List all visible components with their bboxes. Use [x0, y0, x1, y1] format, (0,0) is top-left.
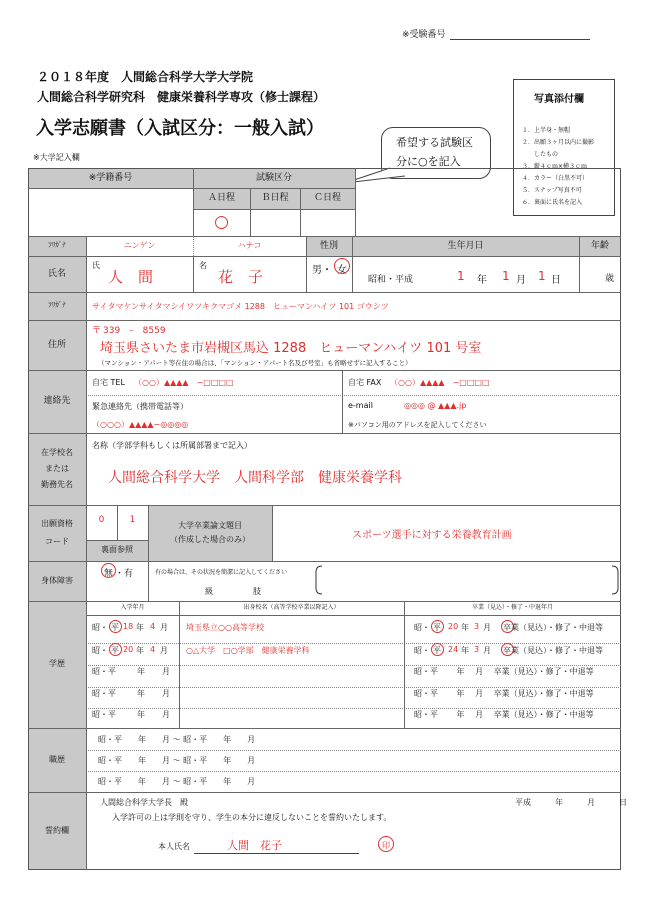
title-line-1: ２０１８年度 人間総合科学大学大学院 — [37, 70, 254, 84]
birth-year[interactable]: 1 — [457, 269, 465, 283]
photo-title: 写真添付欄 — [534, 94, 584, 105]
education-col-grad: 卒業（見込）・修了・中退年月 — [471, 604, 553, 612]
birth-day[interactable]: 1 — [538, 269, 546, 283]
education-col-entry: 入学年月 — [120, 604, 145, 612]
edu-entry-era[interactable]: 昭・平 — [92, 689, 116, 698]
emergency-value[interactable]: （○○○）▲▲▲▲−◎◎◎◎ — [92, 420, 189, 429]
email-label: e-mail — [348, 401, 373, 410]
edu-grad-status[interactable]: 卒 — [503, 646, 511, 655]
edu-grad-text[interactable]: 昭・平 年 月 卒業（見込）・修了・中退等 — [414, 689, 594, 698]
edu-entry-month-unit: 月 — [160, 623, 168, 632]
thesis-title[interactable]: スポーツ選手に対する栄養教育計画 — [352, 530, 512, 541]
schedule-b-label: Ｂ日程 — [261, 193, 289, 204]
last-name-value[interactable]: 人 間 — [108, 268, 154, 286]
first-name-value[interactable]: 花 子 — [218, 268, 264, 286]
disability-yes-option[interactable]: ・有 — [115, 569, 134, 579]
school-label-2: または — [45, 464, 69, 473]
callout-line-2: 分に○を記入 — [396, 155, 461, 168]
edu-entry-era[interactable]: 昭・ — [92, 623, 108, 632]
contact-label: 連絡先 — [43, 396, 71, 407]
edu-entry-era[interactable]: 昭・平 — [92, 710, 116, 719]
age-unit: 歳 — [605, 274, 615, 284]
edu-grad-year-unit: 年 — [461, 646, 469, 655]
edu-entry-month-unit: 月 — [162, 710, 170, 719]
email-value[interactable]: ◎◎◎ @ ▲▲▲.jp — [404, 401, 467, 410]
edu-grad-era-heisei[interactable]: 平 — [433, 646, 441, 655]
birthdate-label: 生年月日 — [447, 240, 484, 251]
emergency-label: 緊急連絡先（携帯電話等） — [92, 402, 188, 411]
schedule-a-label: Ａ日程 — [207, 193, 235, 204]
work-label: 職歴 — [49, 754, 65, 764]
edu-grad-status-rest: 業（見込）・修了・中退等 — [511, 623, 603, 632]
work-row[interactable]: 昭・平 年 月 〜 昭・平 年 月 — [98, 777, 256, 786]
edu-entry-month[interactable]: 4 — [150, 622, 156, 631]
school-value[interactable]: 人間総合科学大学 人間科学部 健康栄養学科 — [108, 470, 402, 486]
exam-division-label: 試験区分 — [255, 172, 292, 183]
edu-grad-era[interactable]: 昭・ — [414, 646, 430, 655]
qualification-code-1[interactable]: 0 — [98, 514, 105, 525]
furigana-first-name[interactable]: ハナコ — [237, 240, 262, 250]
edu-entry-era-circle — [109, 643, 122, 656]
edu-grad-status-rest: 業（見込）・修了・中退等 — [511, 646, 603, 655]
fax-label: 自宅 FAX — [348, 378, 382, 387]
school-instruction: 名称（学部学科もしくは所属部署まで記入） — [92, 441, 252, 450]
fax-value[interactable]: （○○）▲▲▲▲ −□□□□ — [390, 378, 490, 387]
disability-none-option[interactable]: 無 — [104, 569, 114, 579]
edu-school[interactable]: 埼玉県立○○高等学校 — [186, 623, 264, 632]
thesis-label-2: （作成した場合のみ） — [170, 535, 250, 544]
tel-value[interactable]: （○○）▲▲▲▲ −□□□□ — [134, 378, 234, 387]
edu-entry-month-unit: 月 — [162, 689, 170, 698]
pledge-text: 入学許可の上は学則を守り、学生の本分に違反しないことを誓約いたします。 — [112, 813, 392, 822]
education-label: 学歴 — [49, 659, 65, 669]
edu-entry-year[interactable]: 20 — [123, 645, 134, 654]
address-value[interactable]: 埼玉県さいたま市岩槻区馬込 1288 ヒューマンハイツ 101 号室 — [100, 341, 482, 356]
edu-entry-era[interactable]: 昭・ — [92, 646, 108, 655]
school-label-1: 在学校名 — [41, 448, 73, 457]
gender-male-option[interactable]: 男・ — [312, 265, 332, 276]
birth-year-unit: 年 — [477, 275, 487, 286]
title-line-2: 人間総合科学研究科 健康栄養科学専攻（修士課程） — [37, 90, 326, 104]
edu-grad-year[interactable]: 20 — [448, 622, 459, 631]
qualification-code-2[interactable]: 1 — [129, 514, 136, 525]
edu-entry-year[interactable]: 18 — [123, 622, 134, 631]
callout-line-1: 希望する試験区 — [396, 136, 473, 149]
edu-entry-year-unit: 年 — [136, 646, 144, 655]
photo-note: ２．出願３ヶ月以内に撮影 — [522, 139, 595, 146]
edu-school[interactable]: ○△大学 □○学部 健康栄養学科 — [186, 646, 310, 655]
edu-grad-era[interactable]: 昭・ — [414, 623, 430, 632]
signature-line — [194, 853, 359, 854]
disability-instruction: 有の場合は、その状況を簡潔に記入してください — [155, 569, 288, 576]
address-note: （マンション・アパート等在住の場合は、「マンション・アパート名及び号室」も省略せずに記入すること） — [98, 359, 412, 367]
edu-grad-month-unit: 月 — [483, 646, 491, 655]
edu-entry-year-unit: 年 — [137, 667, 145, 676]
photo-note: ６．裏面に氏名を記入 — [522, 199, 583, 206]
schedule-c-label: Ｃ日程 — [313, 193, 341, 204]
pledge-date[interactable]: 平成 年 月 日 — [515, 798, 627, 807]
photo-note: ５．スナップ写真不可 — [522, 187, 582, 194]
exam-number-label: ※受験番号 — [402, 30, 446, 40]
age-label: 年齢 — [590, 240, 609, 251]
postal-code[interactable]: 339 – 8559 — [103, 326, 166, 336]
signature-value[interactable]: 人間 花子 — [227, 839, 282, 852]
edu-grad-status[interactable]: 卒 — [503, 623, 511, 632]
photo-note: ４．カラー（白黒不可） — [522, 175, 589, 182]
birth-month[interactable]: 1 — [502, 269, 510, 283]
edu-grad-era-circle — [431, 643, 444, 656]
era-options[interactable]: 昭和・平成 — [368, 275, 414, 285]
edu-grad-era-circle — [431, 620, 444, 633]
edu-grad-month[interactable]: 3 — [474, 645, 480, 654]
edu-grad-year-unit: 年 — [461, 623, 469, 632]
edu-grad-month[interactable]: 3 — [474, 622, 480, 631]
address-furigana[interactable]: サイタマケンサイタマシイワツキクマゴメ 1288 ヒューマンハイツ 101 ゴウシツ — [92, 302, 389, 311]
first-name-prefix: 名 — [199, 261, 207, 270]
edu-entry-year-unit: 年 — [137, 689, 145, 698]
edu-grad-text[interactable]: 昭・平 年 月 卒業（見込）・修了・中退等 — [414, 667, 594, 676]
gender-female-option[interactable]: 女 — [337, 265, 347, 276]
school-label-3: 勤務先名 — [41, 480, 73, 489]
tel-label: 自宅 TEL — [92, 378, 125, 387]
qualification-label-1: 出願資格 — [41, 519, 73, 529]
seal-circle — [378, 836, 394, 852]
postal-mark: 〒 — [92, 326, 102, 336]
photo-note: １．上半身・無帽 — [522, 127, 571, 134]
thesis-label-1: 大学卒業論文題目 — [178, 521, 242, 531]
work-row[interactable]: 昭・平 年 月 〜 昭・平 年 月 — [98, 735, 256, 744]
edu-entry-era-heisei[interactable]: 平 — [111, 623, 119, 632]
edu-entry-era-heisei[interactable]: 平 — [111, 646, 119, 655]
education-col-school: 出身校名（高等学校卒業以降記入） — [243, 604, 340, 612]
birth-month-unit: 月 — [516, 275, 526, 286]
address-label: 住所 — [47, 339, 66, 350]
work-row[interactable]: 昭・平 年 月 〜 昭・平 年 月 — [98, 756, 256, 765]
schedule-a-mark[interactable]: ○ — [214, 212, 229, 233]
furigana-label: ﾌﾘｶﾞﾅ — [48, 241, 66, 250]
edu-entry-year-unit: 年 — [137, 710, 145, 719]
photo-note: ３．縦４ｃｍ×横３ｃｍ — [522, 163, 588, 170]
edu-entry-month-unit: 月 — [162, 667, 170, 676]
signature-label: 本人氏名 — [158, 842, 190, 851]
edu-entry-year-unit: 年 — [136, 623, 144, 632]
edu-grad-year[interactable]: 24 — [448, 645, 459, 654]
name-label: 氏名 — [47, 268, 66, 279]
edu-entry-era-circle — [109, 620, 122, 633]
edu-entry-era[interactable]: 昭・平 — [92, 667, 116, 676]
address-furigana-label: ﾌﾘｶﾞﾅ — [48, 301, 66, 310]
disability-example: 級 肢 — [205, 587, 261, 596]
edu-grad-era-heisei[interactable]: 平 — [433, 623, 441, 632]
email-note: ※パソコン用のアドレスを記入してください — [348, 421, 487, 429]
photo-note: したもの — [522, 151, 559, 158]
edu-grad-text[interactable]: 昭・平 年 月 卒業（見込）・修了・中退等 — [414, 710, 594, 719]
reverse-reference: 裏面参照 — [101, 545, 133, 555]
gender-label: 性別 — [319, 240, 338, 251]
edu-entry-month-unit: 月 — [160, 646, 168, 655]
furigana-last-name[interactable]: ニンゲン — [123, 240, 156, 250]
edu-grad-month-unit: 月 — [483, 623, 491, 632]
seal-mark: 印 — [382, 841, 390, 850]
university-note: ※大学記入欄 — [33, 153, 80, 162]
disability-label: 身体障害 — [41, 575, 73, 585]
pledge-label: 誓約欄 — [45, 825, 69, 835]
student-id-label: ※学籍番号 — [88, 172, 133, 183]
pledge-addressee: 人間総合科学大学長 殿 — [100, 798, 188, 807]
birth-day-unit: 日 — [551, 275, 561, 286]
main-title: 入学志願書（入試区分：一般入試） — [36, 118, 324, 139]
qualification-label-2: コード — [45, 537, 69, 546]
edu-entry-month[interactable]: 4 — [150, 645, 156, 654]
last-name-prefix: 氏 — [92, 261, 100, 270]
